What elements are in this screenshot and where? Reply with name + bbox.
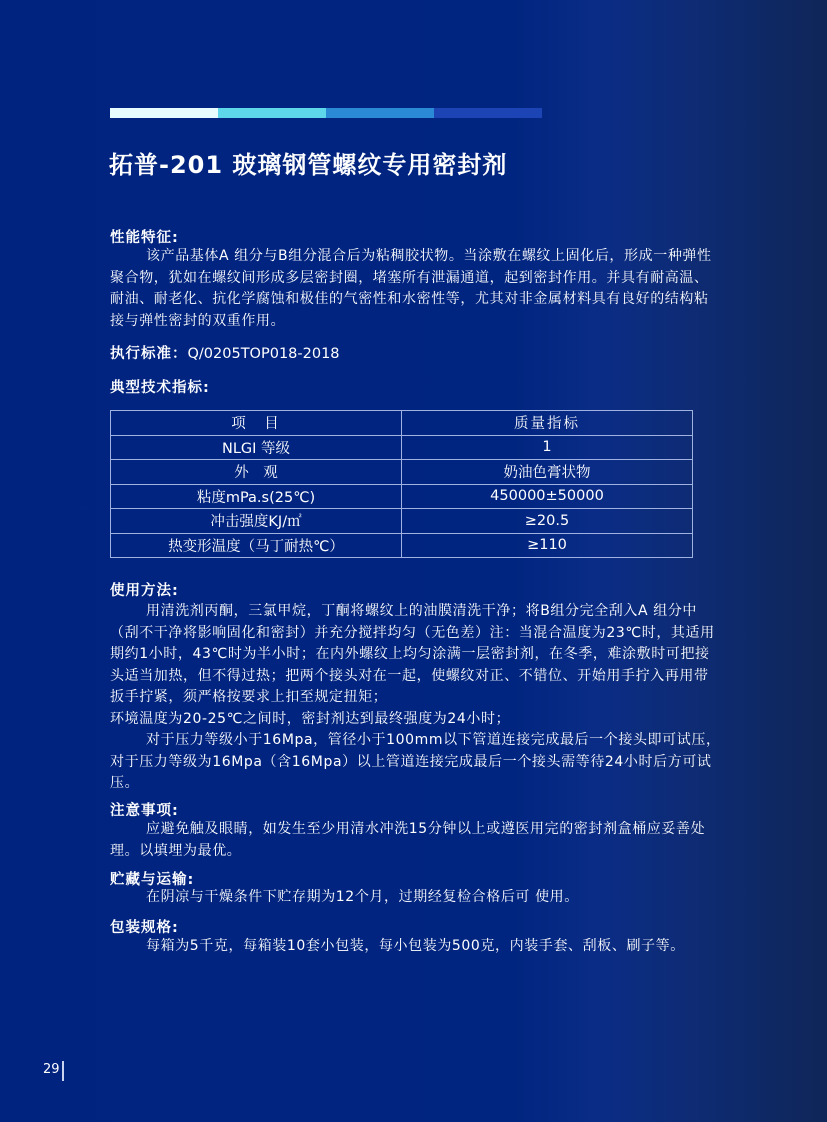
storage-section bbox=[110, 887, 722, 909]
packaging-section bbox=[110, 936, 722, 958]
usage-text-3: 对于压力等级小于16Mpa，管径小于100mm以下管道连接完成最后一个接头即可试压，对于压力等级为16Mpa（含16Mpa）以上管道连接完成最后一个接头需等待24小时后方可试压。 bbox=[110, 732, 721, 791]
row-value: 1 bbox=[402, 435, 693, 460]
notes-section bbox=[110, 819, 722, 862]
row-item: 粘度mPa.s(25℃) bbox=[111, 484, 402, 509]
usage-text-2: 环境温度为20-25℃之间时，密封剂达到最终强度为24小时； bbox=[110, 710, 511, 727]
color-bar-segment-3 bbox=[326, 108, 434, 118]
notes-heading: 注意事项: bbox=[110, 803, 179, 819]
header-quality: 质量指标 bbox=[402, 411, 693, 436]
row-item: 外 观 bbox=[111, 460, 402, 485]
packaging-heading: 包装规格: bbox=[110, 920, 179, 936]
table-row bbox=[111, 435, 693, 460]
storage-heading: 贮藏与运输: bbox=[110, 872, 195, 888]
decorative-color-bar bbox=[110, 108, 542, 118]
table-row bbox=[111, 484, 693, 509]
packaging-text: 每箱为5千克，每箱装10套小包装，每小包装为500克，内装手套、刮板、刷子等。 bbox=[146, 938, 685, 954]
row-value: ≥110 bbox=[402, 533, 693, 558]
storage-text: 在阴凉与干燥条件下贮存期为12个月，过期经复检合格后可 使用。 bbox=[146, 889, 579, 905]
standard-row bbox=[110, 342, 340, 363]
usage-text-1: 用清洗剂丙酮，三氯甲烷，丁酮将螺纹上的油膜清洗干净；将B组分完全刮入A 组分中（刮不干净将影响固化和密封）并充分搅拌均匀（无色差）注：当混合温度为23℃时，其适用期约1小时，43℃时为半小时；在内外螺纹上均匀涂满一层密封剂，在冬季，难涂敷时可把接头适当加热，但不得过热；把两个接头对在一起，使螺纹对正、不错位、开始用手拧入再用带扳手拧紧，须严格按要求上扣至规定扭矩； bbox=[110, 603, 715, 705]
standard-label: 执行标准： bbox=[110, 346, 188, 362]
color-bar-segment-2 bbox=[218, 108, 326, 118]
features-heading: 性能特征: bbox=[110, 230, 179, 246]
standard-value: Q/0205TOP018-2018 bbox=[187, 346, 340, 362]
features-section bbox=[110, 246, 722, 332]
table-row bbox=[111, 509, 693, 534]
features-text: 该产品基体A 组分与B组分混合后为粘稠胶状物。当涂敷在螺纹上固化后，形成一种弹性聚合物，犹如在螺纹间形成多层密封圈，堵塞所有泄漏通道，起到密封作用。并具有耐高温、耐油、耐老化、抗化学腐蚀和极佳的气密性和水密性等，尤其对非金属材料具有良好的结构粘接与弹性密封的双重作用。 bbox=[110, 248, 712, 329]
table-header-row bbox=[111, 411, 693, 436]
row-value: 奶油色膏状物 bbox=[402, 460, 693, 485]
row-value: ≥20.5 bbox=[402, 509, 693, 534]
row-item: NLGI 等级 bbox=[111, 435, 402, 460]
page-title: 拓普-201 玻璃钢管螺纹专用密封剂 bbox=[109, 151, 508, 179]
usage-heading: 使用方法: bbox=[110, 583, 179, 599]
row-item: 冲击强度KJ/㎡ bbox=[111, 509, 402, 534]
row-item: 热变形温度（马丁耐热℃） bbox=[111, 533, 402, 558]
color-bar-segment-1 bbox=[110, 108, 218, 118]
notes-text: 应避免触及眼睛，如发生至少用清水冲洗15分钟以上或遵医用完的密封剂盒桶应妥善处理。以填埋为最优。 bbox=[110, 821, 706, 859]
page-number-divider bbox=[62, 1061, 64, 1081]
page-number: 29 bbox=[43, 1062, 60, 1077]
table-row bbox=[111, 533, 693, 558]
color-bar-segment-4 bbox=[434, 108, 542, 118]
usage-section bbox=[110, 601, 722, 795]
row-value: 450000±50000 bbox=[402, 484, 693, 509]
specs-heading: 典型技术指标: bbox=[110, 380, 210, 396]
specs-table bbox=[110, 410, 693, 558]
table-row bbox=[111, 460, 693, 485]
header-item: 项 目 bbox=[111, 411, 402, 436]
